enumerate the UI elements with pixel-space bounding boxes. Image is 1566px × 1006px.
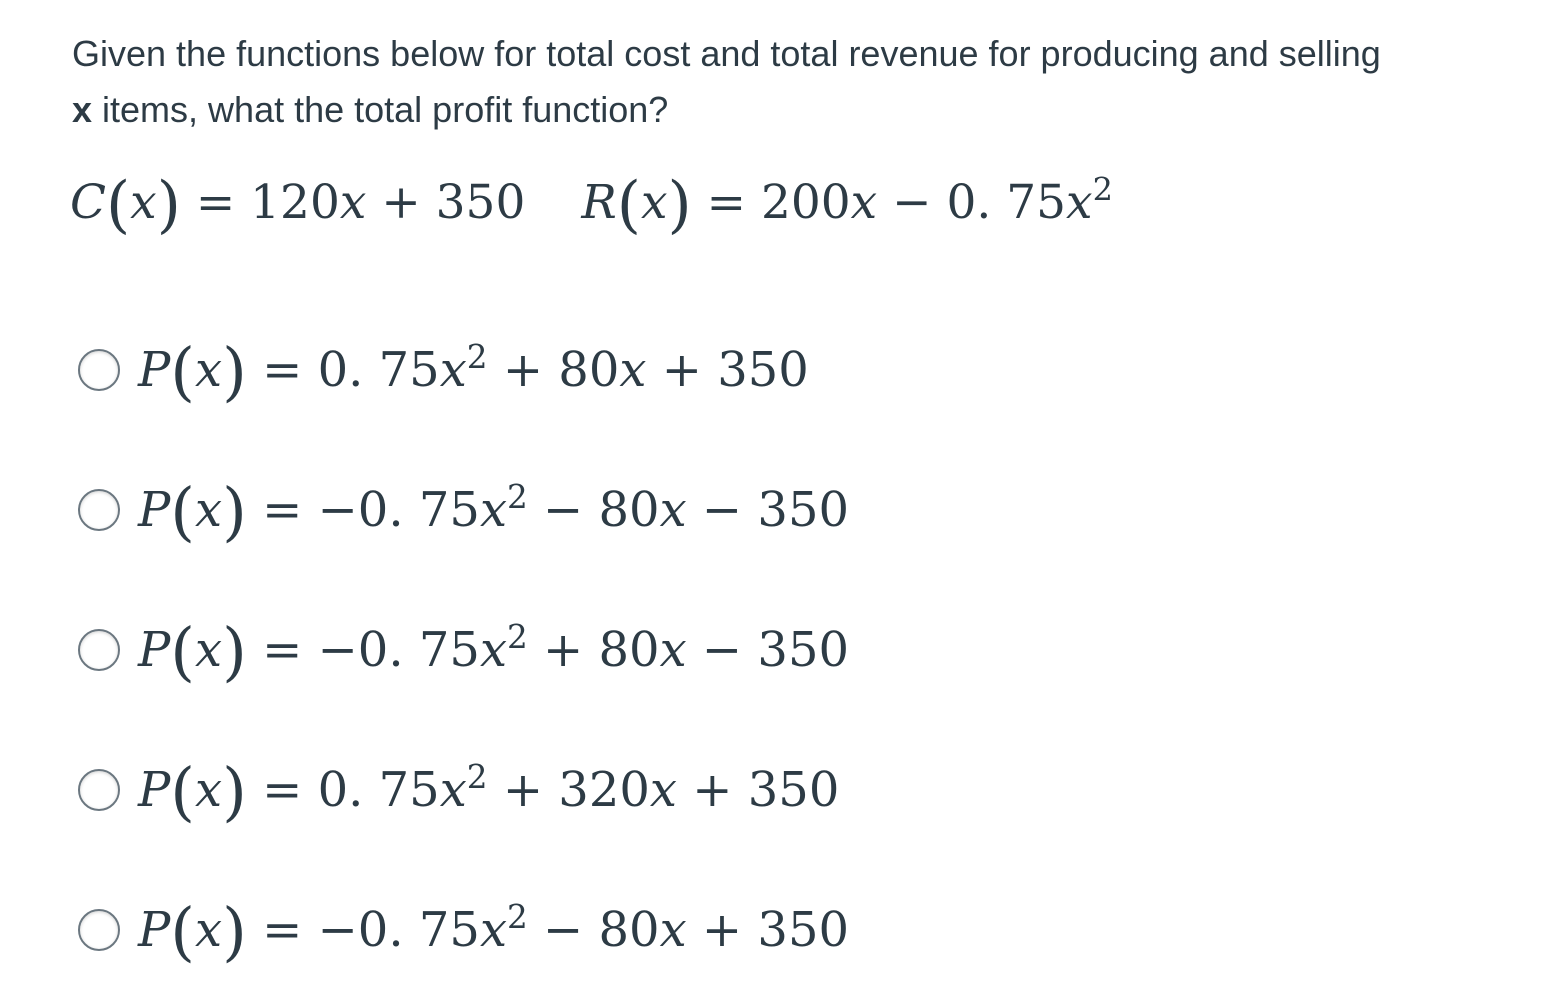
option-term-2-var: x <box>659 482 687 538</box>
option-term-1: = −0. 75 <box>246 622 480 678</box>
option-term-1-var: x <box>479 622 508 678</box>
given-functions <box>70 165 1113 241</box>
option-term-3: + 350 <box>646 342 809 398</box>
option-term-1: = −0. 75 <box>246 902 480 958</box>
option-label: P(x) = 0. $75x^2 + 320x + 350$ <box>138 754 840 829</box>
option-label: P(x) = 0. $75x^2 + 80x + 350$ <box>138 334 809 409</box>
option-exponent: 2 <box>507 618 528 657</box>
revenue-function: R(x) = 200x − 0. $75x^2$ <box>581 167 1113 241</box>
revenue-exponent: 2 <box>1092 170 1113 209</box>
option-arg: x <box>195 902 223 958</box>
option-label: P(x) = −0. $75x^2 + 80x - 350$ <box>138 614 850 689</box>
option-term-2-var: x <box>659 902 687 958</box>
option-lhs: P <box>138 342 171 398</box>
revenue-arg: x <box>640 175 668 230</box>
option-label: P(x) = −0. $75x^2 - 80x + 350$ <box>138 894 850 969</box>
option-arg: x <box>195 342 223 398</box>
question-line-1: Given the functions below for total cost and total revenue for producing and selling <box>72 33 1381 74</box>
option-lhs: P <box>138 622 171 678</box>
option-term-2-var: x <box>649 762 677 818</box>
option-exponent: 2 <box>466 758 488 797</box>
radio-button[interactable] <box>78 909 120 951</box>
cost-name: C <box>70 175 106 230</box>
option-term-1: = −0. 75 <box>246 482 480 538</box>
answer-option-3[interactable] <box>78 610 849 690</box>
revenue-name: R <box>581 175 617 230</box>
answer-option-1[interactable] <box>78 330 809 410</box>
revenue-rhs-a: = 200 <box>691 175 851 230</box>
question-variable: x <box>72 89 93 130</box>
cost-function: C(x) = 120x + 350 <box>70 167 526 241</box>
option-exponent: 2 <box>507 898 528 937</box>
option-label: P(x) = −0. $75x^2 - 80x - 350$ <box>138 474 850 549</box>
option-arg: x <box>195 622 223 678</box>
option-term-3: + 350 <box>677 762 840 818</box>
radio-button[interactable] <box>78 769 120 811</box>
option-arg: x <box>195 762 223 818</box>
radio-button[interactable] <box>78 489 120 531</box>
answer-option-5[interactable] <box>78 890 849 970</box>
revenue-rhs-b: − 0. 75 <box>877 175 1067 230</box>
option-term-2-var: x <box>659 622 687 678</box>
option-term-1-var: x <box>479 902 508 958</box>
revenue-rhs-var: x <box>850 175 878 230</box>
option-lhs: P <box>138 902 171 958</box>
option-term-2: + 80 <box>527 622 660 678</box>
option-lhs: P <box>138 482 171 538</box>
option-term-2: − 80 <box>527 482 660 538</box>
cost-rhs-a: = 120 <box>180 175 340 230</box>
revenue-rhs-var-2: x <box>1066 175 1093 230</box>
question-text <box>72 26 1532 138</box>
option-term-3: − 350 <box>686 482 850 538</box>
question-line-2: items, what the total profit function? <box>92 89 669 130</box>
option-term-2: + 80 <box>487 342 620 398</box>
radio-button[interactable] <box>78 629 120 671</box>
option-exponent: 2 <box>507 478 528 517</box>
option-term-1: = 0. 75 <box>246 342 440 398</box>
option-term-2: + 320 <box>487 762 650 818</box>
option-term-2-var: x <box>619 342 647 398</box>
cost-rhs-b: + 350 <box>366 175 526 230</box>
option-exponent: 2 <box>466 338 488 377</box>
option-term-1: = 0. 75 <box>246 762 440 818</box>
option-arg: x <box>195 482 223 538</box>
radio-button[interactable] <box>78 349 120 391</box>
option-term-1-var: x <box>439 762 467 818</box>
option-term-1-var: x <box>479 482 508 538</box>
option-lhs: P <box>138 762 171 818</box>
answer-option-2[interactable] <box>78 470 849 550</box>
option-term-2: − 80 <box>527 902 660 958</box>
option-term-3: + 350 <box>686 902 850 958</box>
answer-option-4[interactable] <box>78 750 839 830</box>
option-term-3: − 350 <box>686 622 850 678</box>
cost-arg: x <box>130 175 157 230</box>
cost-rhs-var: x <box>339 175 367 230</box>
option-term-1-var: x <box>439 342 467 398</box>
